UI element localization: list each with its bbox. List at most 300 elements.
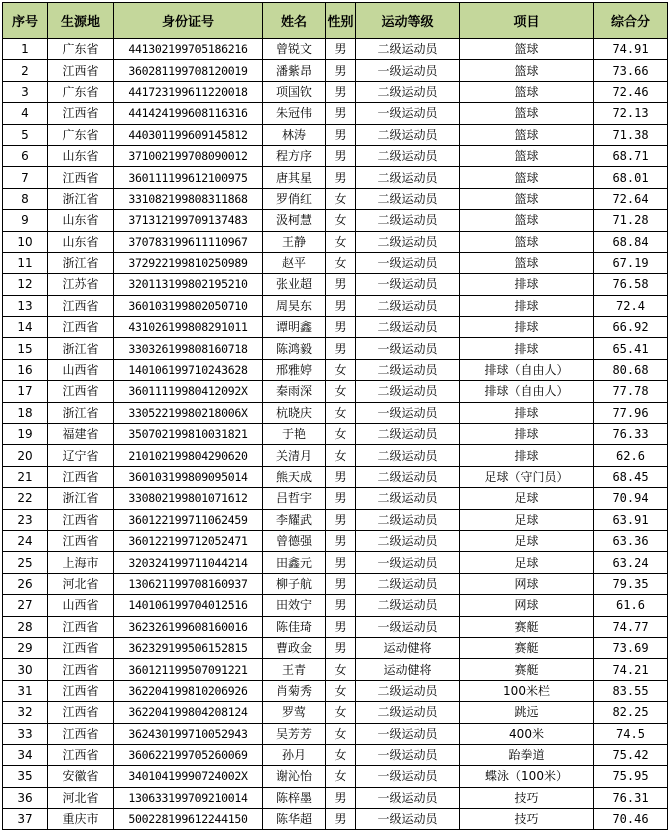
cell-score: 70.46 [594,809,668,830]
cell-score: 76.58 [594,274,668,295]
cell-score: 70.94 [594,488,668,509]
cell-id-number: 360111199612100975 [114,167,263,188]
table-row [3,124,668,145]
cell-origin: 安徽省 [48,766,114,787]
table-row [3,702,668,723]
cell-name: 程方序 [263,145,326,166]
header-gender: 性别 [326,3,356,39]
cell-sport-level: 二级运动员 [356,680,460,701]
cell-index: 12 [3,274,48,295]
cell-score: 68.84 [594,231,668,252]
cell-origin: 浙江省 [48,402,114,423]
cell-id-number: 210102199804290620 [114,445,263,466]
cell-event: 排球 [460,317,594,338]
cell-name: 陈佳琦 [263,616,326,637]
cell-name: 罗俏红 [263,188,326,209]
cell-id-number: 320324199711044214 [114,552,263,573]
cell-id-number: 360122199711062459 [114,509,263,530]
cell-index: 11 [3,252,48,273]
cell-id-number: 320113199802195210 [114,274,263,295]
table-row [3,188,668,209]
cell-score: 73.66 [594,60,668,81]
cell-index: 22 [3,488,48,509]
table-row [3,81,668,102]
cell-gender: 男 [326,145,356,166]
cell-sport-level: 二级运动员 [356,702,460,723]
cell-name: 项国钦 [263,81,326,102]
cell-origin: 浙江省 [48,338,114,359]
header-event: 项目 [460,3,594,39]
cell-event: 篮球 [460,252,594,273]
cell-name: 王青 [263,659,326,680]
cell-score: 63.24 [594,552,668,573]
cell-origin: 江西省 [48,680,114,701]
cell-sport-level: 二级运动员 [356,595,460,616]
cell-sport-level: 一级运动员 [356,744,460,765]
cell-event: 篮球 [460,145,594,166]
cell-sport-level: 二级运动员 [356,81,460,102]
cell-index: 8 [3,188,48,209]
cell-score: 67.19 [594,252,668,273]
cell-event: 篮球 [460,103,594,124]
cell-event: 蝶泳（100米） [460,766,594,787]
cell-gender: 女 [326,744,356,765]
cell-gender: 男 [326,509,356,530]
cell-sport-level: 二级运动员 [356,424,460,445]
cell-gender: 男 [326,530,356,551]
athlete-table [2,2,668,830]
cell-event: 足球（守门员） [460,466,594,487]
cell-id-number: 371002199708090012 [114,145,263,166]
cell-sport-level: 一级运动员 [356,552,460,573]
cell-gender: 男 [326,60,356,81]
cell-event: 跆拳道 [460,744,594,765]
cell-index: 24 [3,530,48,551]
cell-origin: 江西省 [48,103,114,124]
cell-event: 技巧 [460,809,594,830]
table-row [3,680,668,701]
cell-id-number: 360121199507091221 [114,659,263,680]
cell-origin: 辽宁省 [48,445,114,466]
cell-name: 秦雨深 [263,381,326,402]
cell-event: 排球（自由人） [460,359,594,380]
cell-index: 7 [3,167,48,188]
cell-name: 曾锐文 [263,39,326,60]
cell-gender: 女 [326,252,356,273]
cell-id-number: 36011119980412092X [114,381,263,402]
table-row [3,402,668,423]
cell-name: 朱冠伟 [263,103,326,124]
cell-origin: 江西省 [48,381,114,402]
cell-name: 熊天成 [263,466,326,487]
cell-gender: 男 [326,809,356,830]
cell-event: 足球 [460,530,594,551]
table-row [3,488,668,509]
cell-name: 周昊东 [263,295,326,316]
cell-name: 吕哲宇 [263,488,326,509]
cell-name: 关清月 [263,445,326,466]
cell-name: 吴芳芳 [263,723,326,744]
cell-score: 72.4 [594,295,668,316]
cell-index: 10 [3,231,48,252]
cell-score: 66.92 [594,317,668,338]
cell-event: 100米栏 [460,680,594,701]
cell-index: 17 [3,381,48,402]
table-row [3,210,668,231]
cell-score: 77.96 [594,402,668,423]
cell-index: 29 [3,637,48,658]
cell-score: 74.77 [594,616,668,637]
cell-index: 31 [3,680,48,701]
cell-index: 4 [3,103,48,124]
cell-event: 篮球 [460,167,594,188]
cell-origin: 江西省 [48,659,114,680]
cell-name: 柳子航 [263,573,326,594]
cell-origin: 广东省 [48,39,114,60]
cell-event: 排球 [460,445,594,466]
cell-score: 79.35 [594,573,668,594]
cell-sport-level: 二级运动员 [356,381,460,402]
table-row [3,381,668,402]
cell-id-number: 370783199611110967 [114,231,263,252]
cell-sport-level: 二级运动员 [356,210,460,231]
table-row [3,466,668,487]
cell-id-number: 360122199712052471 [114,530,263,551]
cell-name: 曾德强 [263,530,326,551]
cell-score: 62.6 [594,445,668,466]
cell-name: 张业超 [263,274,326,295]
cell-gender: 男 [326,338,356,359]
cell-gender: 男 [326,124,356,145]
cell-id-number: 371312199709137483 [114,210,263,231]
cell-origin: 浙江省 [48,488,114,509]
cell-name: 陈华超 [263,809,326,830]
cell-origin: 山东省 [48,231,114,252]
cell-gender: 男 [326,637,356,658]
cell-sport-level: 二级运动员 [356,530,460,551]
cell-gender: 女 [326,231,356,252]
cell-event: 足球 [460,552,594,573]
cell-event: 篮球 [460,81,594,102]
cell-origin: 江西省 [48,530,114,551]
cell-index: 5 [3,124,48,145]
cell-gender: 女 [326,359,356,380]
header-sport-level: 运动等级 [356,3,460,39]
cell-index: 1 [3,39,48,60]
cell-origin: 山东省 [48,210,114,231]
cell-score: 77.78 [594,381,668,402]
cell-gender: 女 [326,402,356,423]
cell-id-number: 140106199704012516 [114,595,263,616]
cell-event: 赛艇 [460,616,594,637]
cell-index: 27 [3,595,48,616]
cell-name: 汲柯慧 [263,210,326,231]
cell-name: 孙月 [263,744,326,765]
cell-id-number: 130621199708160937 [114,573,263,594]
cell-score: 71.38 [594,124,668,145]
cell-index: 6 [3,145,48,166]
table-row [3,424,668,445]
table-row [3,744,668,765]
cell-sport-level: 二级运动员 [356,167,460,188]
cell-name: 潘紫昂 [263,60,326,81]
cell-event: 篮球 [460,210,594,231]
cell-origin: 河北省 [48,573,114,594]
header-index: 序号 [3,3,48,39]
cell-id-number: 330326199808160718 [114,338,263,359]
cell-sport-level: 一级运动员 [356,338,460,359]
cell-index: 32 [3,702,48,723]
cell-index: 25 [3,552,48,573]
cell-score: 72.13 [594,103,668,124]
cell-gender: 女 [326,188,356,209]
cell-gender: 女 [326,680,356,701]
cell-score: 65.41 [594,338,668,359]
table-row [3,231,668,252]
cell-index: 33 [3,723,48,744]
cell-sport-level: 二级运动员 [356,145,460,166]
cell-name: 王静 [263,231,326,252]
cell-origin: 江西省 [48,466,114,487]
cell-id-number: 362204199810206926 [114,680,263,701]
cell-name: 陈梓墨 [263,787,326,808]
table-row [3,659,668,680]
cell-event: 排球 [460,295,594,316]
table-row [3,39,668,60]
cell-gender: 男 [326,488,356,509]
cell-id-number: 441424199608116316 [114,103,263,124]
cell-score: 74.91 [594,39,668,60]
cell-sport-level: 二级运动员 [356,188,460,209]
cell-id-number: 360281199708120019 [114,60,263,81]
cell-index: 28 [3,616,48,637]
cell-index: 18 [3,402,48,423]
cell-score: 63.91 [594,509,668,530]
cell-score: 68.45 [594,466,668,487]
cell-sport-level: 一级运动员 [356,766,460,787]
cell-index: 3 [3,81,48,102]
cell-origin: 江西省 [48,616,114,637]
table-row [3,145,668,166]
cell-id-number: 331082199808311868 [114,188,263,209]
cell-name: 邢雅婷 [263,359,326,380]
cell-index: 30 [3,659,48,680]
cell-index: 34 [3,744,48,765]
cell-sport-level: 二级运动员 [356,488,460,509]
cell-name: 曹政金 [263,637,326,658]
table-row [3,103,668,124]
cell-index: 16 [3,359,48,380]
cell-event: 足球 [460,488,594,509]
cell-origin: 上海市 [48,552,114,573]
cell-index: 2 [3,60,48,81]
cell-id-number: 440301199609145812 [114,124,263,145]
cell-gender: 男 [326,466,356,487]
cell-gender: 女 [326,659,356,680]
cell-id-number: 360103199809095014 [114,466,263,487]
cell-score: 68.71 [594,145,668,166]
cell-gender: 女 [326,424,356,445]
cell-origin: 河北省 [48,787,114,808]
cell-event: 篮球 [460,60,594,81]
cell-event: 排球 [460,338,594,359]
cell-gender: 女 [326,723,356,744]
cell-score: 61.6 [594,595,668,616]
cell-name: 谢沁怡 [263,766,326,787]
cell-gender: 女 [326,381,356,402]
cell-name: 肖菊秀 [263,680,326,701]
cell-id-number: 431026199808291011 [114,317,263,338]
cell-index: 23 [3,509,48,530]
cell-score: 76.31 [594,787,668,808]
table-row [3,552,668,573]
table-row [3,317,668,338]
cell-sport-level: 一级运动员 [356,252,460,273]
cell-origin: 江西省 [48,744,114,765]
table-row [3,723,668,744]
cell-score: 73.69 [594,637,668,658]
cell-index: 9 [3,210,48,231]
cell-origin: 江西省 [48,295,114,316]
cell-name: 唐其星 [263,167,326,188]
cell-origin: 重庆市 [48,809,114,830]
cell-index: 13 [3,295,48,316]
cell-score: 68.01 [594,167,668,188]
cell-score: 75.95 [594,766,668,787]
cell-name: 李耀武 [263,509,326,530]
cell-name: 谭明鑫 [263,317,326,338]
table-row [3,616,668,637]
cell-sport-level: 二级运动员 [356,295,460,316]
cell-gender: 女 [326,445,356,466]
cell-id-number: 130633199709210014 [114,787,263,808]
cell-origin: 江西省 [48,702,114,723]
table-row [3,766,668,787]
cell-origin: 浙江省 [48,252,114,273]
cell-sport-level: 一级运动员 [356,402,460,423]
header-name: 姓名 [263,3,326,39]
cell-gender: 女 [326,766,356,787]
cell-event: 篮球 [460,231,594,252]
cell-event: 足球 [460,509,594,530]
cell-sport-level: 二级运动员 [356,509,460,530]
cell-gender: 男 [326,787,356,808]
cell-id-number: 33052219980218006X [114,402,263,423]
cell-sport-level: 二级运动员 [356,466,460,487]
cell-sport-level: 二级运动员 [356,39,460,60]
cell-sport-level: 二级运动员 [356,231,460,252]
cell-origin: 江西省 [48,317,114,338]
header-id-number: 身份证号 [114,3,263,39]
cell-score: 74.21 [594,659,668,680]
cell-event: 篮球 [460,39,594,60]
cell-gender: 男 [326,573,356,594]
header-row [3,3,668,39]
cell-name: 田效宁 [263,595,326,616]
cell-event: 篮球 [460,188,594,209]
table-row [3,530,668,551]
cell-gender: 男 [326,616,356,637]
cell-origin: 江西省 [48,60,114,81]
cell-index: 26 [3,573,48,594]
cell-score: 83.55 [594,680,668,701]
cell-origin: 福建省 [48,424,114,445]
cell-sport-level: 一级运动员 [356,60,460,81]
cell-gender: 女 [326,702,356,723]
cell-sport-level: 二级运动员 [356,573,460,594]
cell-index: 20 [3,445,48,466]
cell-gender: 男 [326,274,356,295]
cell-origin: 江西省 [48,167,114,188]
cell-id-number: 330802199801071612 [114,488,263,509]
cell-gender: 男 [326,167,356,188]
cell-origin: 山西省 [48,359,114,380]
cell-sport-level: 一级运动员 [356,787,460,808]
cell-event: 排球 [460,274,594,295]
cell-id-number: 360622199705260069 [114,744,263,765]
table-row [3,359,668,380]
table-row [3,809,668,830]
cell-name: 陈鸿毅 [263,338,326,359]
table-row [3,509,668,530]
cell-score: 82.25 [594,702,668,723]
cell-id-number: 441723199611220018 [114,81,263,102]
cell-name: 赵平 [263,252,326,273]
cell-score: 63.36 [594,530,668,551]
cell-score: 72.46 [594,81,668,102]
cell-name: 杭晓庆 [263,402,326,423]
cell-sport-level: 二级运动员 [356,359,460,380]
cell-name: 于艳 [263,424,326,445]
cell-sport-level: 二级运动员 [356,445,460,466]
cell-origin: 山东省 [48,145,114,166]
table-row [3,595,668,616]
cell-sport-level: 二级运动员 [356,124,460,145]
table-row [3,573,668,594]
cell-origin: 浙江省 [48,188,114,209]
cell-id-number: 350702199810031821 [114,424,263,445]
cell-event: 跳远 [460,702,594,723]
cell-origin: 江西省 [48,509,114,530]
table-row [3,274,668,295]
cell-origin: 广东省 [48,124,114,145]
cell-event: 网球 [460,595,594,616]
cell-gender: 女 [326,210,356,231]
cell-id-number: 360103199802050710 [114,295,263,316]
cell-origin: 山西省 [48,595,114,616]
cell-event: 赛艇 [460,659,594,680]
header-origin: 生源地 [48,3,114,39]
table-row [3,445,668,466]
table-row [3,252,668,273]
cell-origin: 江西省 [48,637,114,658]
cell-event: 400米 [460,723,594,744]
cell-origin: 广东省 [48,81,114,102]
cell-index: 19 [3,424,48,445]
cell-gender: 男 [326,103,356,124]
cell-id-number: 372922199810250989 [114,252,263,273]
cell-name: 林涛 [263,124,326,145]
cell-origin: 江苏省 [48,274,114,295]
cell-sport-level: 一级运动员 [356,723,460,744]
cell-name: 田鑫元 [263,552,326,573]
cell-id-number: 34010419990724002X [114,766,263,787]
cell-sport-level: 运动健将 [356,637,460,658]
table-row [3,167,668,188]
cell-id-number: 362326199608160016 [114,616,263,637]
table-row [3,338,668,359]
cell-event: 赛艇 [460,637,594,658]
